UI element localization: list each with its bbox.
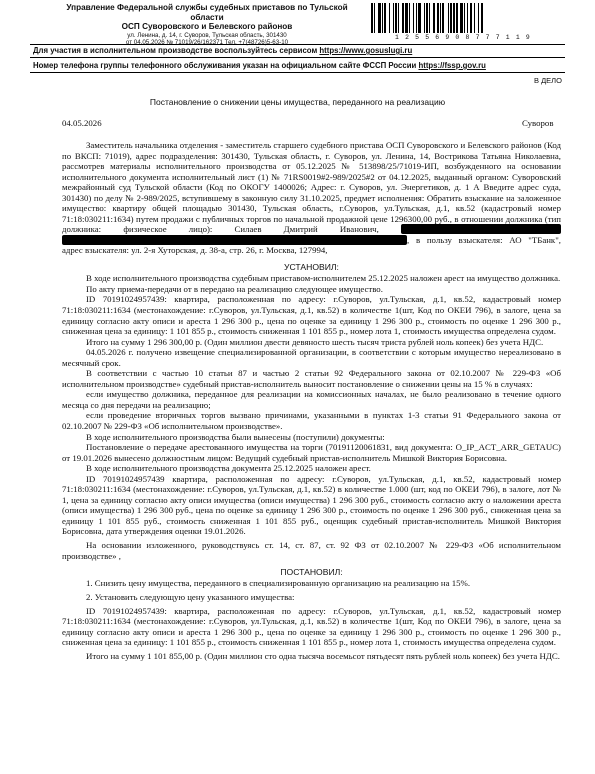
paragraph: Постановление о передаче арестованного имущества на торги (70191120061831, вид документа: O_IP_ACT_ARR_GETAUC) от 19.01.2026 вынесено должностным лицом: Ведущий судебный пристав-исполнитель Мишкой Виктория Борисовна. xyxy=(62,442,561,463)
paragraph: Итого на сумму 1 101 855,00 р. (Один миллион сто одна тысяча восемьсот пятьдесят пять рублей ноль копеек) без учета НДС. xyxy=(86,650,560,661)
ustanovil-heading: УСТАНОВИЛ: xyxy=(284,262,339,273)
intro-text: Заместитель начальника отделения - заместитель старшего судебного пристава ОСП Суворовского и Белевского районов (Код по ВКСП: 71019), адрес подразделения: 301430, Тульская область, г. Суворов, ул. Ленина, 14, Вострикова Татьяна Николаевна, рассмотрев материалы исполнительного производства от 05.12.2025 № 513898/25/71019-ИП, возбужденного на основании исполнительного документа исполнительный лист (1) № 71RS0019#2-989/2025#2 от 04.12.2025, выданный органом: Суворовский межрайонный суд Тульской области (Код по ОКОГУ 1400026; Адрес: г. Суворов, ул. Энергетиков, д. 1 А Введите адрес суда, 301430) по делу № 2-989/2025, вступившему в законную силу 31.10.2025, предмет исполнения: Обратить взыскание на заложенное имущество: квартиру общей площадью 301430, Тульская область, г.Суворов, ул.Тульская, д.1, кв.52 (кадастровый номер 71:18:030211:1634) путем продажи с публичных торгов по начальной продажной цене 1296300,00 руб., в отношении должника (тип должника: физическое лицо): Силаев Дмитрий Иванович, xyxy=(62,140,561,235)
paragraph: ID 70191024957439: квартира, расположенная по адресу: г.Суворов, ул.Тульская, д.1, кв.52, кадастровый номер 71:18:030211:1634 (местонахождение: г.Суворов, ул.Тульская, д.1, кв.52) в количестве 1(шт, Код по ОКЕИ 796), в залоге, цена за единицу согласно акту описи и ареста 1 296 300 р., цена по оценке за единицу 1 296 300 р., стоимость по оценке 1 296 300 р., сниженная цена за единицу: 1 101 855 р., стоимость сниженная 1 101 855 р., номер лота 1, стоимость имущества определена судом. xyxy=(62,605,561,648)
issuer-org-line1: Управление Федеральной службы судебных приставов по Тульской области xyxy=(66,3,348,22)
barcode-bar xyxy=(481,3,483,33)
paragraph: По акту приема-передачи от в передано на реализацию следующее имущество. xyxy=(86,283,383,294)
paragraph: 04.05.2026 г. получено извещение специализированной организации, в соответствии с которым имущество нереализовано в месячный срок. xyxy=(62,347,561,368)
notice-divider-bottom xyxy=(30,72,565,73)
redaction-block xyxy=(401,224,561,234)
paragraph: 1. Снизить цену имущества, переданного в специализированную организацию на реализацию на 15%. xyxy=(86,578,471,589)
header-divider xyxy=(30,44,565,45)
barcode-number: 1 2 5 5 6 9 0 8 7 7 7 1 1 9 xyxy=(395,34,531,41)
paragraph: В ходе исполнительного производства судебным приставом-исполнителем 25.12.2025 наложен арест на имущество должника. xyxy=(86,273,561,284)
redaction-block xyxy=(62,235,407,245)
fssp-link[interactable]: https://fssp.gov.ru xyxy=(418,61,486,70)
paragraph: 2. Установить следующую цену указанного имущества: xyxy=(86,591,295,602)
paragraph: В соответствии с частью 10 статьи 87 и частью 2 статьи 92 Федерального закона от 02.10.2007 № 229-ФЗ «Об исполнительном производстве» судебный пристав-исполнитель выносит постановление о снижении цены на 15 % в случаях: xyxy=(62,368,561,389)
postanovil-heading: ПОСТАНОВИЛ: xyxy=(280,567,343,578)
document-date: 04.05.2026 xyxy=(62,118,102,128)
phone-text: Номер телефона группы телефонного обслуживания указан на официальном сайте ФССП России xyxy=(33,61,417,70)
paragraph: В ходе исполнительного производства документа 25.12.2025 наложен арест. xyxy=(86,463,371,474)
paragraph: В ходе исполнительного производства были вынесены (поступили) документы: xyxy=(86,431,385,442)
phone-notice xyxy=(33,61,563,70)
issuer-org-line2: ОСП Суворовского и Белевского районов xyxy=(121,22,293,31)
document-title: Постановление о снижении цены имущества, переданного на реализацию xyxy=(149,97,446,107)
paragraph: Итого на сумму 1 296 300,00 р. (Один миллион двести девяносто шесть тысяч триста рублей ноль копеек) без учета НДС. xyxy=(86,336,544,347)
gosuslugi-text: Для участия в исполнительном производстве воспользуйтесь сервисом xyxy=(33,46,318,55)
issuer-address: ул. Ленина, д. 14, г. Суворов, Тульская область, 301430 xyxy=(127,31,287,39)
paragraph: если имущество должника, переданное для реализации на комиссионных началах, не было реализовано в течение одного месяца со дня передачи на реализацию; xyxy=(62,389,561,410)
paragraph: ID 70191024957439 квартира, расположенная по адресу: г.Суворов, ул.Тульская, д.1, кв.52, кадастровый номер 71:18:030211:1634 (местонахождение: г.Суворов, ул.Тульская, д.1, кв.52) в количестве 1.000 (шт, код по ОКЕИ 796), в залоге, лот № 1, цена за единицу согласно акту описи имущества (описи имущества) 1 296 300 руб., стоимость согласно акту о наложении ареста (описи имущества) 1 296 300 руб., цена по оценке за единицу 1 296 300 р., стоимость по оценке 1 296 300 руб., сниженная цена за единицу 1 101 855 руб., стоимость сниженная 1 101 855 руб., оценщик судебный пристав-исполнитель Мишкой Виктория Борисовна, дата утверждения оценки 19.01.2026. xyxy=(62,473,561,537)
gosuslugi-link[interactable]: https://www.gosuslugi.ru xyxy=(319,46,413,55)
issuer-reference: от 04.05.2026 № 71019/26/162371 Тел. +7(48726)5-63-10 xyxy=(125,38,289,46)
in-delo-mark: В ДЕЛО xyxy=(534,76,562,85)
paragraph: если проведение вторичных торгов вызвано причинами, указанными в пунктах 1-3 статьи 91 Федерального закона от 02.10.2007 № 229-ФЗ «Об исполнительном производстве». xyxy=(62,410,561,431)
issuer-header xyxy=(62,3,352,46)
paragraph: На основании изложенного, руководствуясь ст. 14, ст. 87, ст. 92 ФЗ от 02.10.2007 № 229-ФЗ «Об исполнительном производстве» , xyxy=(62,540,561,561)
intro-text-end: , в пользу взыскателя: АО "ТБанк", адрес взыскателя: ул. 2-я Хуторская, д. 38-а, стр. 26, г. Москва, 127994, xyxy=(62,234,561,256)
intro-paragraph xyxy=(62,140,561,256)
notice-divider xyxy=(30,57,565,58)
document-body xyxy=(62,140,561,661)
paragraph: ID 70191024957439: квартира, расположенная по адресу: г.Суворов, ул.Тульская, д.1, кв.52, кадастровый номер 71:18:030211:1634 (местонахождение: г.Суворов, ул.Тульская, д.1, кв.52) в количестве 1(шт, Код по ОКЕИ 796), в залоге, цена за единицу согласно акту описи и ареста 1 296 300 р., цена по оценке за единицу 1 296 300 р., стоимость по оценке 1 296 300 р., сниженная цена за единицу: 1 101 855 р., стоимость сниженная 1 101 855 р., номер лота 1, стоимость имущества определена судом. xyxy=(62,294,561,337)
document-city: Суворов xyxy=(522,118,554,128)
gosuslugi-notice xyxy=(33,46,563,55)
